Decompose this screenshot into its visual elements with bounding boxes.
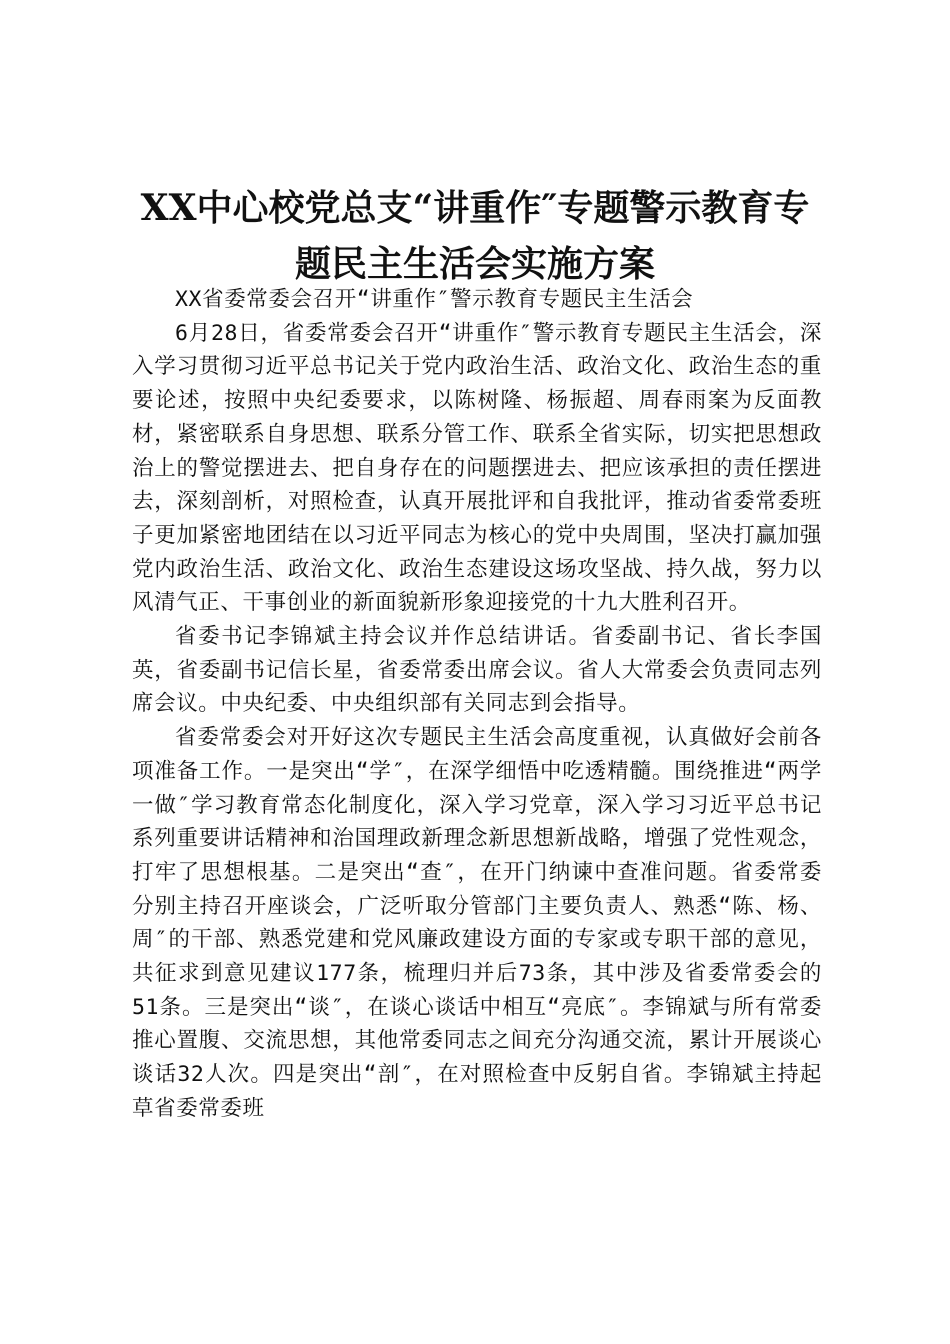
document-body	[132, 283, 822, 1126]
document-title	[100, 180, 850, 292]
title-line-1: XX中心校党总支“讲重作″专题警示教育专	[140, 187, 810, 229]
section-heading: XX省委常委会召开“讲重作″警示教育专题民主生活会	[175, 287, 694, 312]
paragraph-1: 6月28日，省委常委会召开“讲重作″警示教育专题民主生活会，深入学习贯彻习近平总书记关于党内政治生活、政治文化、政治生态的重要论述，按照中央纪委要求，以陈树隆、杨振超、周春雨案为反面教材，紧密联系自身思想、联系分管工作、联系全省实际，切实把思想政治上的警觉摆进去、把自身存在的问题摆进去、把应该承担的责任摆进去，深刻剖析，对照检查，认真开展批评和自我批评，推动省委常委班子更加紧密地团结在以习近平同志为核心的党中央周围，坚决打赢加强党内政治生活、政治文化、政治生态建设这场攻坚战、持久战，努力以风清气正、干事创业的新面貌新形象迎接党的十九大胜利召开。	[132, 320, 822, 616]
title-line-2: 题民主生活会实施方案	[294, 243, 655, 285]
paragraph-2: 省委书记李锦斌主持会议并作总结讲话。省委副书记、省长李国英，省委副书记信长星，省委常委出席会议。省人大常委会负责同志列席会议。中央纪委、中央组织部有关同志到会指导。	[132, 624, 822, 717]
paragraph-3: 省委常委会对开好这次专题民主生活会高度重视，认真做好会前各项准备工作。一是突出“学″，在深学细悟中吃透精髓。围绕推进“两学一做″学习教育常态化制度化，深入学习党章，深入学习习近平总书记系列重要讲话精神和治国理政新理念新思想新战略，增强了党性观念，打牢了思想根基。二是突出“查″，在开门纳谏中查准问题。省委常委分别主持召开座谈会，广泛听取分管部门主要负责人、熟悉“陈、杨、周″的干部、熟悉党建和党风廉政建设方面的专家或专职干部的意见，共征求到意见建议177条，梳理归并后73条，其中涉及省委常委会的51条。三是突出“谈″，在谈心谈话中相互“亮底″。李锦斌与所有常委推心置腹、交流思想，其他常委同志之间充分沟通交流，累计开展谈心谈话32人次。四是突出“剖″，在对照检查中反躬自省。李锦斌主持起草省委常委班	[132, 725, 822, 1121]
